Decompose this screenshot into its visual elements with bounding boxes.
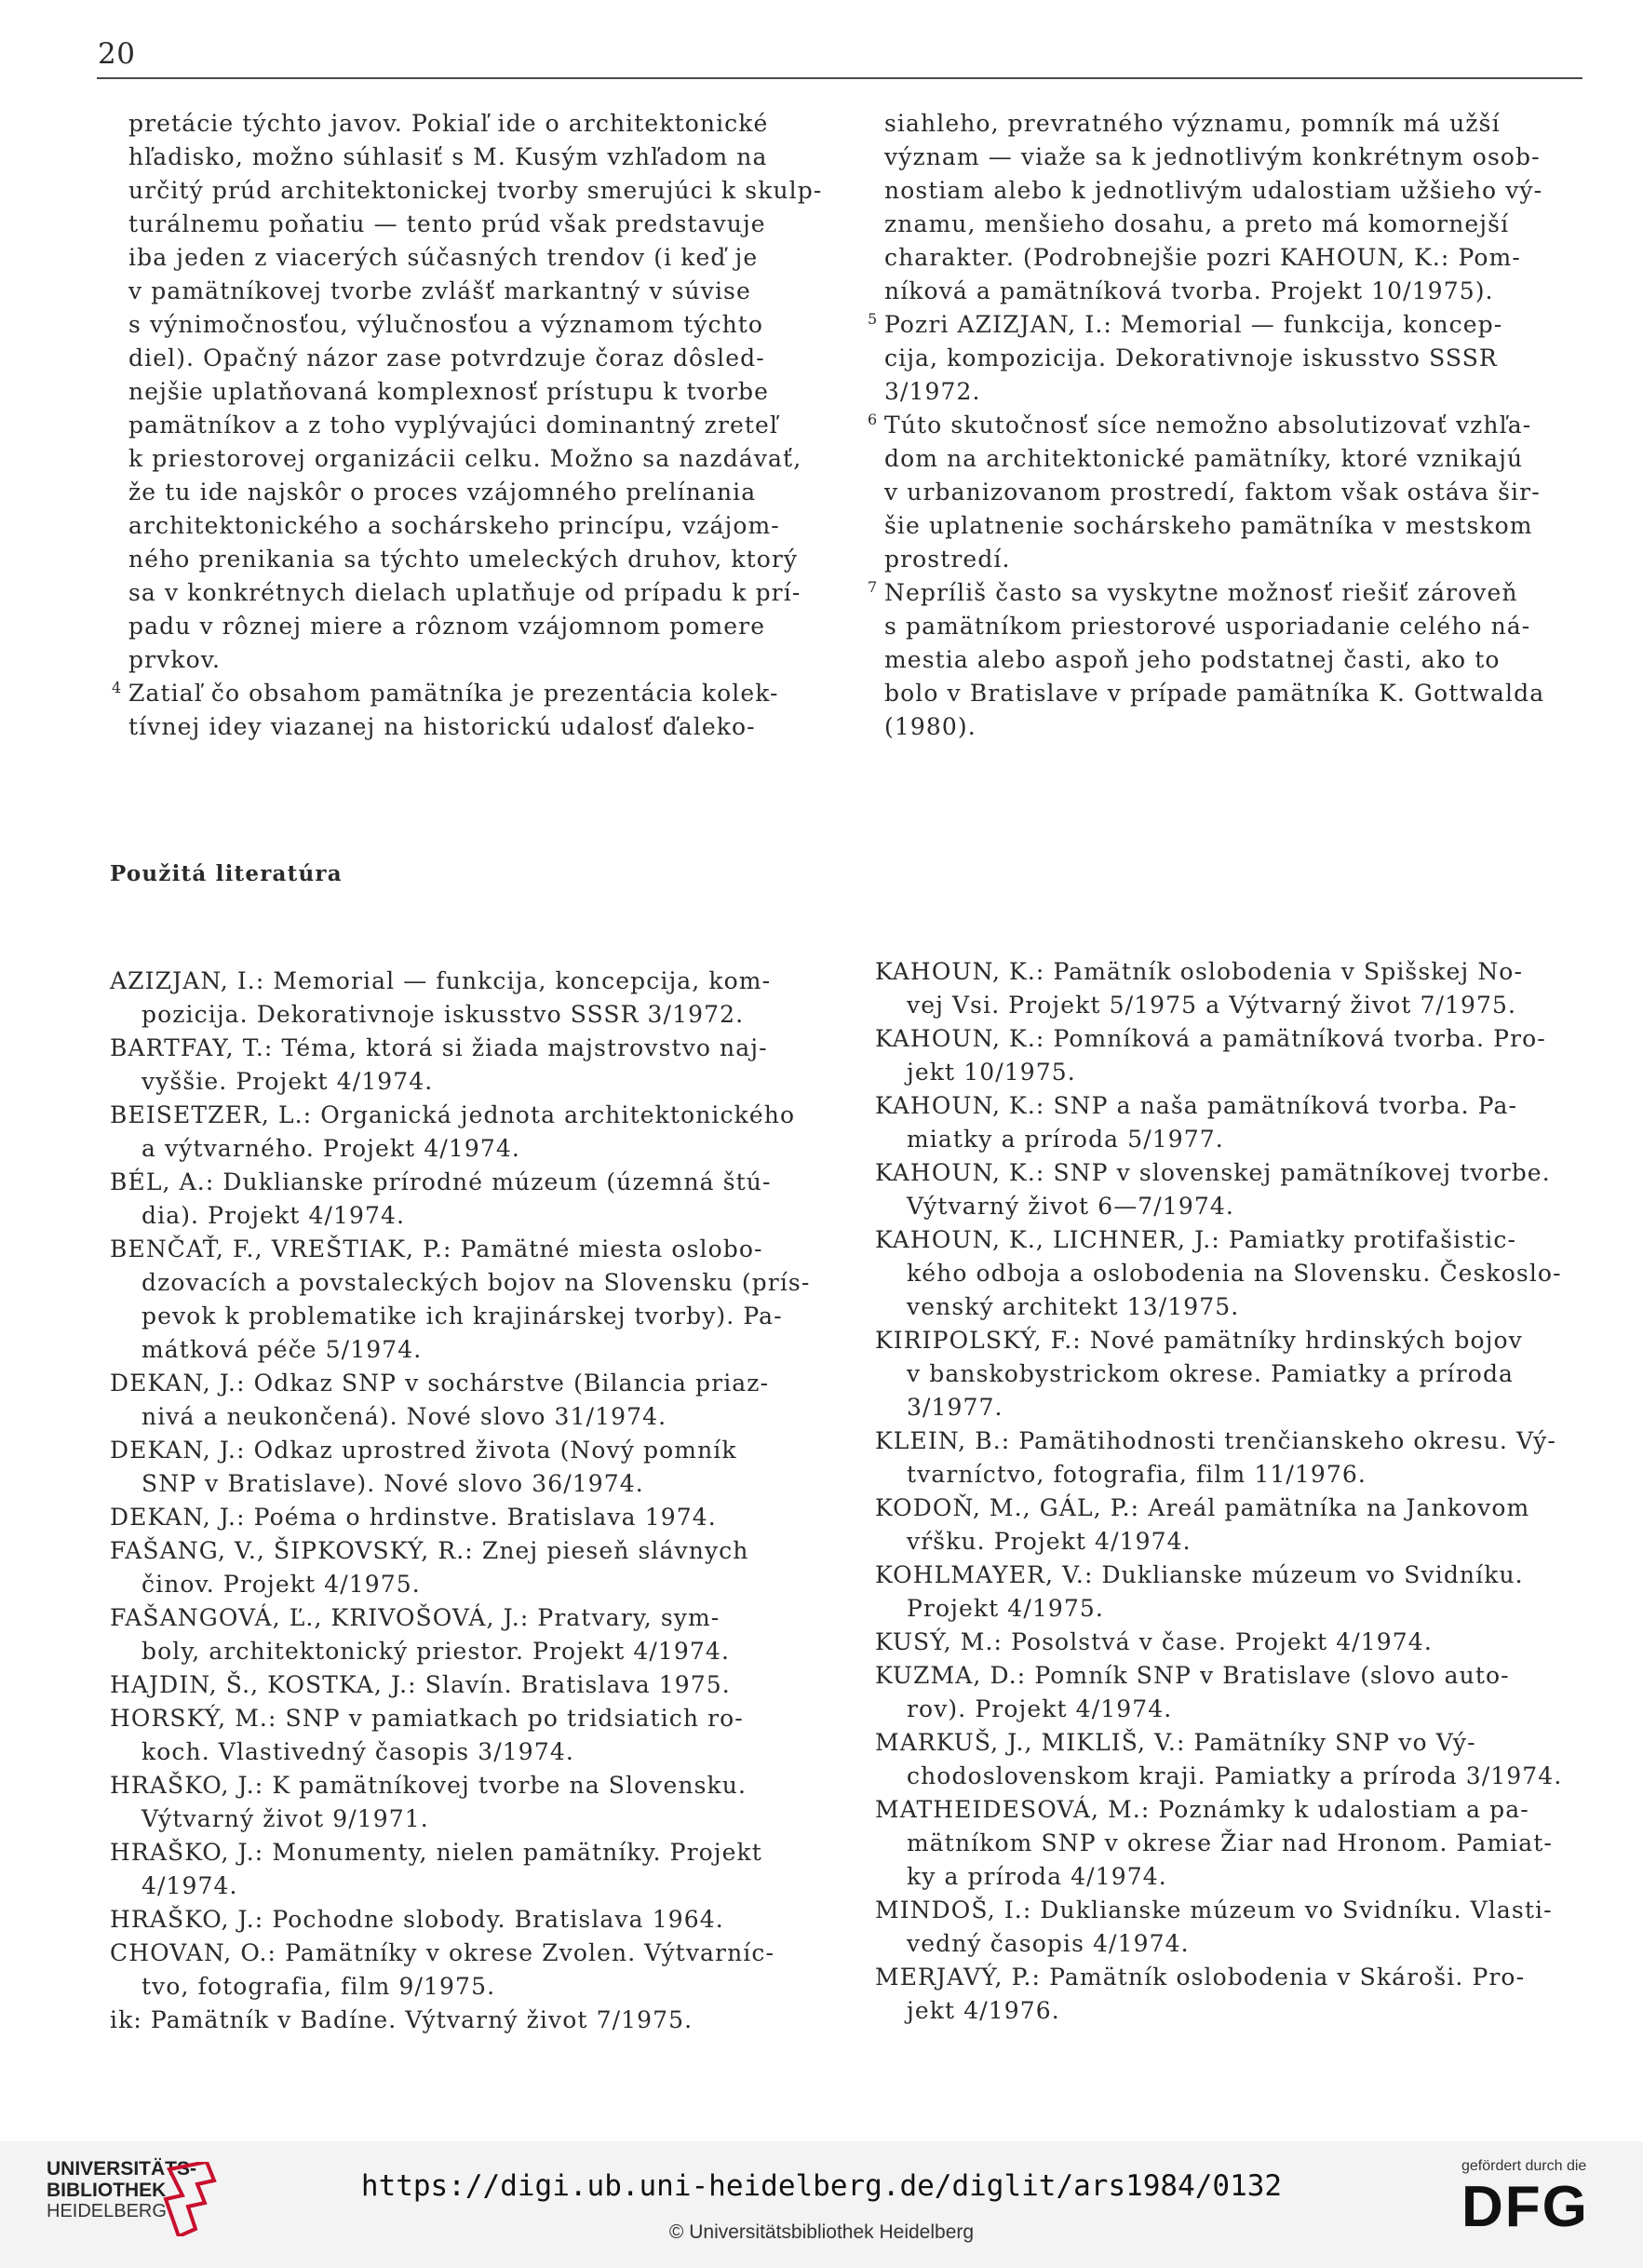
text-line: koch. Vlastivedný časopis 3/1974. bbox=[141, 1738, 574, 1765]
reference-entry bbox=[875, 1559, 1596, 1626]
reference-entry bbox=[110, 1501, 834, 1534]
reference-entry bbox=[110, 965, 834, 1032]
text-line: Projekt 4/1975. bbox=[907, 1595, 1104, 1622]
reference-entry bbox=[875, 1894, 1596, 1961]
text-line: padu v rôznej miere a rôznom vzájomnom pomere bbox=[128, 613, 766, 640]
text-line: dia). Projekt 4/1974. bbox=[141, 1202, 406, 1229]
text-line: KAHOUN, K.: Pamätník oslobodenia v Spišskej No- bbox=[875, 958, 1523, 985]
text-line: hľadisko, možno súhlasiť s M. Kusým vzhľadom na bbox=[128, 143, 768, 170]
page-number: 20 bbox=[98, 37, 136, 71]
text-line: HORSKÝ, M.: SNP v pamiatkach po tridsiatich ro- bbox=[110, 1705, 744, 1732]
text-line: jekt 10/1975. bbox=[907, 1059, 1076, 1086]
text-line: KODOŇ, M., GÁL, P.: Areál pamätníka na Jankovom bbox=[875, 1494, 1530, 1521]
text-line: BARTFAY, T.: Téma, ktorá si žiada majstrovstvo naj- bbox=[110, 1034, 768, 1061]
text-line: znamu, menšieho dosahu, a preto má komornejší bbox=[884, 210, 1510, 237]
reference-entry bbox=[875, 955, 1596, 1022]
text-line: DEKAN, J.: Odkaz uprostred života (Nový pomník bbox=[110, 1437, 737, 1464]
text-line: charakter. (Podrobnejšie pozri KAHOUN, K.: Pom- bbox=[884, 244, 1521, 271]
text-line: boly, architektonický priestor. Projekt 4/1974. bbox=[141, 1638, 730, 1665]
footnote bbox=[868, 308, 1587, 409]
text-line: mestia alebo aspoň jeho podstatnej časti, ako to bbox=[884, 646, 1501, 673]
reference-entry bbox=[875, 1424, 1596, 1492]
header-rule bbox=[97, 77, 1582, 79]
logo-text-line: BIBLIOTHEK bbox=[47, 2180, 167, 2201]
reference-entry bbox=[875, 1726, 1596, 1793]
reference-entry bbox=[110, 1601, 834, 1668]
text-line: dom na architektonické pamätníky, ktoré vznikajú bbox=[884, 445, 1524, 472]
text-line: ky a príroda 4/1974. bbox=[907, 1863, 1167, 1890]
text-line: v urbanizovanom prostredí, faktom však ostáva šir- bbox=[884, 479, 1541, 506]
text-line: KAHOUN, K.: Pomníková a pamätníková tvorba. Pro- bbox=[875, 1025, 1546, 1052]
reference-entry bbox=[110, 1903, 834, 1937]
text-line: vedný časopis 4/1974. bbox=[907, 1930, 1190, 1957]
reference-entry bbox=[110, 1937, 834, 2004]
text-line: miatky a príroda 5/1977. bbox=[907, 1126, 1224, 1153]
copyright-notice: © Universitätsbibliothek Heidelberg bbox=[668, 2221, 975, 2243]
text-line: Pozri AZIZJAN, I.: Memorial — funkcija, koncep- bbox=[884, 311, 1503, 338]
text-line: BÉL, A.: Duklianske prírodné múzeum (územná štú- bbox=[110, 1168, 772, 1195]
reference-entry bbox=[110, 1032, 834, 1099]
logo-text-line: UNIVERSITÄTS- bbox=[47, 2158, 197, 2180]
text-line: s pamätníkom priestorové usporiadanie celého ná- bbox=[884, 613, 1531, 640]
reference-entry bbox=[110, 1099, 834, 1166]
page-url-link[interactable]: https://digi.ub.uni-heidelberg.de/diglit/ars1984/0132 bbox=[360, 2169, 1283, 2203]
reference-entry bbox=[875, 1223, 1596, 1324]
text-line: nostiam alebo k jednotlivým udalostiam užšieho vý- bbox=[884, 177, 1543, 204]
footnote-mark: 6 bbox=[868, 411, 879, 428]
text-line: vyššie. Projekt 4/1974. bbox=[141, 1068, 434, 1095]
text-line: pozicija. Dekorativnoje iskusstvo SSSR 3/1972. bbox=[141, 1001, 745, 1028]
text-line: tvarníctvo, fotografia, film 11/1976. bbox=[907, 1461, 1367, 1488]
reference-entry bbox=[110, 1367, 834, 1434]
text-line: prvkov. bbox=[128, 646, 222, 673]
text-line: dzovacích a povstaleckých bojov na Slovensku (prís- bbox=[141, 1269, 811, 1296]
text-line: (1980). bbox=[884, 713, 976, 740]
text-line: KUSÝ, M.: Posolstvá v čase. Projekt 4/1974. bbox=[875, 1628, 1433, 1655]
reference-entry bbox=[875, 1156, 1596, 1223]
text-line: diel). Opačný názor zase potvrdzuje čoraz dôsled- bbox=[128, 344, 765, 371]
text-line: KOHLMAYER, V.: Duklianske múzeum vo Svidníku. bbox=[875, 1561, 1524, 1588]
logo-text-line: HEIDELBERG bbox=[47, 2201, 167, 2221]
text-line: Nepríliš často sa vyskytne možnosť riešiť zároveň bbox=[884, 579, 1518, 606]
text-line: vŕšku. Projekt 4/1974. bbox=[907, 1528, 1192, 1555]
text-line: kého odboja a oslobodenia na Slovensku. Českoslo- bbox=[907, 1260, 1562, 1287]
text-line: KLEIN, B.: Pamätihodnosti trenčianskeho okresu. Vý- bbox=[875, 1427, 1556, 1454]
text-line: bolo v Bratislave v prípade pamätníka K. Gottwalda bbox=[884, 680, 1545, 707]
text-line: CHOVAN, O.: Pamätníky v okrese Zvolen. Výtvarníc- bbox=[110, 1939, 775, 1966]
text-line: KIRIPOLSKÝ, F.: Nové pamätníky hrdinských bojov bbox=[875, 1327, 1523, 1354]
footnote-mark: 5 bbox=[868, 310, 879, 328]
text-line: níková a pamätníková tvorba. Projekt 10/1975). bbox=[884, 277, 1494, 304]
footnote-mark: 7 bbox=[868, 578, 879, 596]
text-line: Výtvarný život 6—7/1974. bbox=[907, 1193, 1234, 1220]
footnote bbox=[128, 107, 825, 677]
reference-entry bbox=[110, 1534, 834, 1601]
reference-entry bbox=[875, 1961, 1596, 2028]
references-column-left bbox=[110, 965, 834, 2037]
text-line: MARKUŠ, J., MIKLIŠ, V.: Pamätníky SNP vo Vý- bbox=[875, 1729, 1476, 1756]
reference-entry bbox=[875, 1626, 1596, 1659]
text-line: jekt 4/1976. bbox=[907, 1997, 1060, 2024]
text-line: nejšie uplatňovaná komplexnosť prístupu k tvorbe bbox=[128, 378, 770, 405]
text-line: tvo, fotografia, film 9/1975. bbox=[141, 1973, 496, 2000]
text-line: AZIZJAN, I.: Memorial — funkcija, koncepcija, kom- bbox=[110, 967, 772, 994]
text-line: FAŠANGOVÁ, Ľ., KRIVOŠOVÁ, J.: Pratvary, sym- bbox=[110, 1604, 720, 1631]
text-line: mätníkom SNP v okrese Žiar nad Hronom. Pamiat- bbox=[907, 1829, 1553, 1856]
text-line: že tu ide najskôr o proces vzájomného prelínania bbox=[128, 479, 757, 506]
text-line: KAHOUN, K.: SNP a naša pamätníková tvorba. Pa- bbox=[875, 1092, 1518, 1119]
text-line: 4/1974. bbox=[141, 1872, 238, 1899]
text-line: pretácie týchto javov. Pokiaľ ide o architektonické bbox=[128, 110, 769, 137]
text-line: KAHOUN, K., LICHNER, J.: Pamiatky protifašistic- bbox=[875, 1226, 1517, 1253]
literature-heading: Použitá literatúra bbox=[110, 861, 343, 886]
text-line: nivá a neukončená). Nové slovo 31/1974. bbox=[141, 1403, 667, 1430]
text-line: venský architekt 13/1975. bbox=[907, 1293, 1240, 1320]
footnote bbox=[868, 409, 1587, 576]
text-line: HRAŠKO, J.: Monumenty, nielen pamätníky. Projekt bbox=[110, 1839, 762, 1866]
text-line: MERJAVÝ, P.: Pamätník oslobodenia v Skároši. Pro- bbox=[875, 1964, 1526, 1991]
text-line: Zatiaľ čo obsahom pamätníka je prezentácia kolek- bbox=[128, 680, 779, 707]
text-line: činov. Projekt 4/1975. bbox=[141, 1571, 421, 1598]
reference-entry bbox=[110, 1836, 834, 1903]
text-line: KUZMA, D.: Pomník SNP v Bratislave (slovo auto- bbox=[875, 1662, 1510, 1689]
text-line: pamätníkov a z toho vyplývajúci dominantný zreteľ bbox=[128, 412, 779, 439]
dfg-caption: gefördert durch die bbox=[1461, 2158, 1587, 2174]
text-line: mátková péče 5/1974. bbox=[141, 1336, 423, 1363]
footnote bbox=[112, 677, 825, 744]
text-line: Túto skutočnosť síce nemožno absolutizovať vzhľa- bbox=[884, 412, 1532, 439]
text-line: a výtvarného. Projekt 4/1974. bbox=[141, 1135, 520, 1162]
text-line: DEKAN, J.: Odkaz SNP v sochárstve (Bilancia priaz- bbox=[110, 1370, 770, 1397]
reference-entry bbox=[110, 1434, 834, 1501]
text-line: MINDOŠ, I.: Duklianske múzeum vo Svidníku. Vlasti- bbox=[875, 1897, 1553, 1924]
references-column-right bbox=[875, 955, 1596, 2028]
text-line: s výnimočnosťou, výlučnosťou a významom týchto bbox=[128, 311, 764, 338]
text-line: Výtvarný život 9/1971. bbox=[141, 1805, 429, 1832]
text-line: ik: Pamätník v Badíne. Výtvarný život 7/1975. bbox=[110, 2006, 694, 2033]
text-line: iba jeden z viacerých súčasných trendov (i keď je bbox=[128, 244, 759, 271]
text-line: SNP v Bratislave). Nové slovo 36/1974. bbox=[141, 1470, 644, 1497]
text-line: siahleho, prevratného významu, pomník má užší bbox=[884, 110, 1501, 137]
text-line: KAHOUN, K.: SNP v slovenskej pamätníkovej tvorbe. bbox=[875, 1159, 1551, 1186]
text-line: DEKAN, J.: Poéma o hrdinstve. Bratislava 1974. bbox=[110, 1504, 717, 1531]
text-line: k priestorovej organizácii celku. Možno sa nazdávať, bbox=[128, 445, 802, 472]
reference-entry bbox=[875, 1492, 1596, 1559]
text-line: HRAŠKO, J.: Pochodne slobody. Bratislava 1964. bbox=[110, 1906, 724, 1933]
text-line: ného prenikania sa týchto umeleckých druhov, ktorý bbox=[128, 546, 799, 573]
text-line: BEISETZER, L.: Organická jednota architektonického bbox=[110, 1101, 796, 1128]
text-line: pevok k problematike ich krajinárskej tvorby). Pa- bbox=[141, 1303, 783, 1330]
text-line: FAŠANG, V., ŠIPKOVSKÝ, R.: Znej pieseň slávnych bbox=[110, 1537, 749, 1564]
reference-entry bbox=[110, 1769, 834, 1836]
reference-entry bbox=[875, 1324, 1596, 1424]
text-line: význam — viaže sa k jednotlivým konkrétnym osob- bbox=[884, 143, 1541, 170]
text-line: tívnej idey viazanej na historickú udalosť ďaleko- bbox=[128, 713, 756, 740]
footnote-mark: 4 bbox=[112, 679, 123, 696]
text-line: šie uplatnenie sochárskeho pamätníka v mestskom bbox=[884, 512, 1533, 539]
reference-entry bbox=[110, 1233, 834, 1367]
text-line: HAJDIN, Š., KOSTKA, J.: Slavín. Bratislava 1975. bbox=[110, 1671, 731, 1698]
notes-column-left bbox=[112, 107, 825, 744]
dfg-logo[interactable]: DFG bbox=[1461, 2175, 1589, 2239]
text-line: v pamätníkovej tvorbe zvlášť markantný v súvise bbox=[128, 277, 751, 304]
footer-bar bbox=[0, 2141, 1643, 2268]
text-line: 3/1972. bbox=[884, 378, 981, 405]
text-line: HRAŠKO, J.: K pamätníkovej tvorbe na Slovensku. bbox=[110, 1772, 747, 1799]
text-line: v banskobystrickom okrese. Pamiatky a príroda bbox=[907, 1360, 1515, 1387]
footnote bbox=[884, 107, 1587, 308]
text-line: MATHEIDESOVÁ, M.: Poznámky k udalostiam a pa- bbox=[875, 1796, 1529, 1823]
reference-entry bbox=[875, 1022, 1596, 1089]
text-line: chodoslovenskom kraji. Pamiatky a príroda 3/1974. bbox=[907, 1762, 1563, 1789]
notes-column-right bbox=[868, 107, 1587, 744]
text-line: vej Vsi. Projekt 5/1975 a Výtvarný život 7/1975. bbox=[907, 992, 1517, 1019]
text-line: rov). Projekt 4/1974. bbox=[907, 1695, 1173, 1722]
text-line: cija, kompozicija. Dekorativnoje iskusstvo SSSR bbox=[884, 344, 1498, 371]
reference-entry bbox=[110, 1166, 834, 1233]
text-line: prostredí. bbox=[884, 546, 1011, 573]
text-line: určitý prúd architektonickej tvorby smerujúci k skulp- bbox=[128, 177, 823, 204]
text-line: architektonického a sochárskeho princípu, vzájom- bbox=[128, 512, 780, 539]
footnote bbox=[868, 576, 1587, 744]
reference-entry bbox=[875, 1089, 1596, 1156]
text-line: sa v konkrétnych dielach uplatňuje od prípadu k prí- bbox=[128, 579, 801, 606]
reference-entry bbox=[875, 1659, 1596, 1726]
reference-entry bbox=[110, 2004, 834, 2037]
text-line: BENČAŤ, F., VREŠTIAK, P.: Pamätné miesta oslobo- bbox=[110, 1235, 763, 1262]
reference-entry bbox=[110, 1668, 834, 1702]
text-line: turálnemu poňatiu — tento prúd však predstavuje bbox=[128, 210, 766, 237]
text-line: 3/1977. bbox=[907, 1394, 1003, 1421]
reference-entry bbox=[110, 1702, 834, 1769]
reference-entry bbox=[875, 1793, 1596, 1894]
